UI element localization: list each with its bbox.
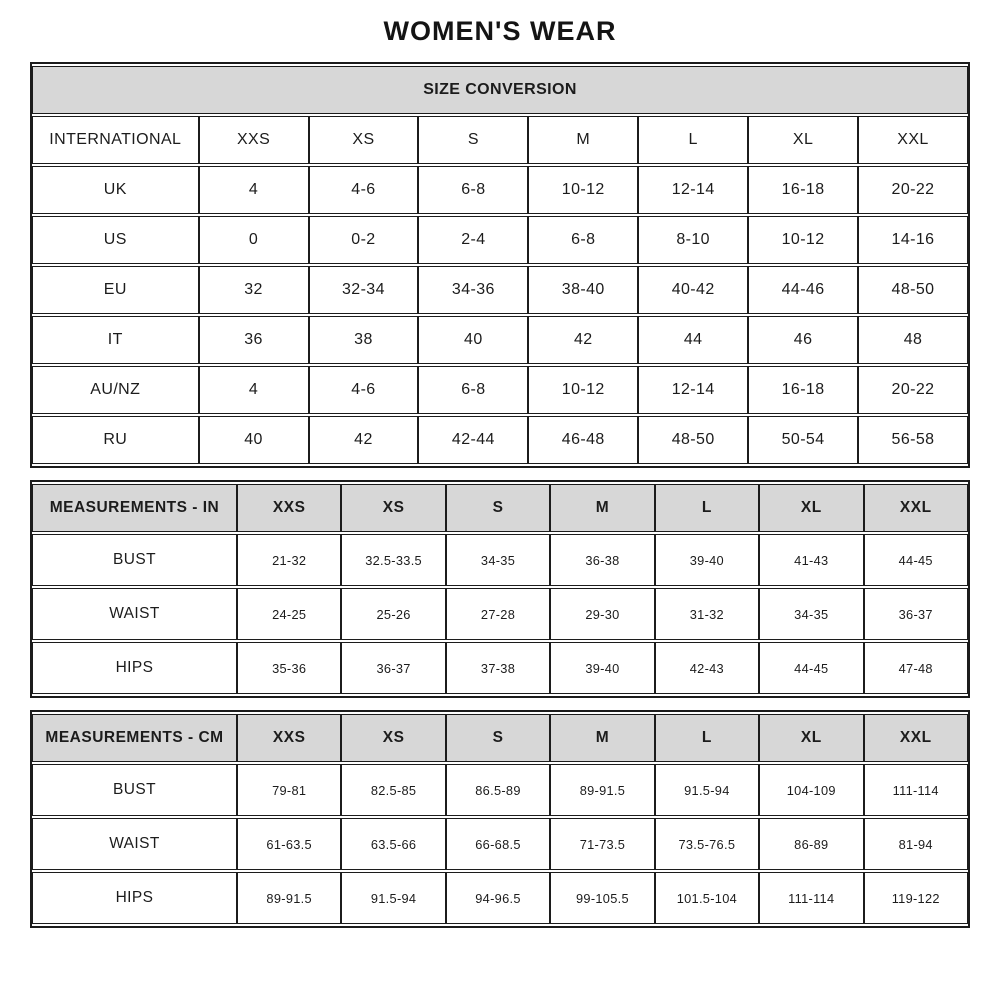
value-cell: 34-36 [418,266,528,314]
column-header-xxl: XXL [864,714,969,762]
table-row [32,266,968,314]
value-cell: 48 [858,316,968,364]
table-row [32,534,968,586]
value-cell: 39-40 [655,534,759,586]
column-header-label: MEASUREMENTS - CM [32,714,237,762]
value-cell: 32.5-33.5 [341,534,445,586]
value-cell: 27-28 [446,588,550,640]
column-header-m: M [550,484,654,532]
value-cell: 71-73.5 [550,818,654,870]
value-cell: 91.5-94 [341,872,445,924]
value-cell: 66-68.5 [446,818,550,870]
value-cell: 104-109 [759,764,863,816]
value-cell: 40 [418,316,528,364]
column-header-s: S [446,484,550,532]
table-row [32,872,968,924]
value-cell: 46 [748,316,858,364]
value-cell: 111-114 [759,872,863,924]
value-cell: 10-12 [748,216,858,264]
value-cell: 42-44 [418,416,528,464]
table-row [32,818,968,870]
value-cell: 41-43 [759,534,863,586]
value-cell: 79-81 [237,764,341,816]
column-header-xl: XL [759,714,863,762]
table-row [32,764,968,816]
row-label-cell: UK [32,166,199,214]
value-cell: 89-91.5 [550,764,654,816]
table-row [32,366,968,414]
value-cell: 24-25 [237,588,341,640]
value-cell: 44-45 [759,642,863,694]
value-cell: 101.5-104 [655,872,759,924]
value-cell: 12-14 [638,366,748,414]
value-cell: 29-30 [550,588,654,640]
table-row [32,642,968,694]
value-cell: 8-10 [638,216,748,264]
column-header-m: M [528,116,638,164]
row-label-cell: WAIST [32,588,237,640]
column-header-xxl: XXL [858,116,968,164]
value-cell: 36 [199,316,309,364]
column-header-xxl: XXL [864,484,969,532]
value-cell: 50-54 [748,416,858,464]
value-cell: 32 [199,266,309,314]
value-cell: 61-63.5 [237,818,341,870]
table-row [32,588,968,640]
value-cell: 91.5-94 [655,764,759,816]
value-cell: 36-38 [550,534,654,586]
value-cell: 48-50 [858,266,968,314]
column-header-xs: XS [341,714,445,762]
row-label-cell: US [32,216,199,264]
value-cell: 6-8 [418,366,528,414]
value-cell: 16-18 [748,166,858,214]
value-cell: 48-50 [638,416,748,464]
value-cell: 38 [309,316,419,364]
value-cell: 4 [199,366,309,414]
value-cell: 46-48 [528,416,638,464]
table-band-row [32,66,968,114]
row-label-cell: RU [32,416,199,464]
value-cell: 86-89 [759,818,863,870]
value-cell: 119-122 [864,872,969,924]
value-cell: 10-12 [528,366,638,414]
value-cell: 36-37 [341,642,445,694]
column-header-l: L [655,714,759,762]
value-cell: 31-32 [655,588,759,640]
value-cell: 40-42 [638,266,748,314]
row-label-cell: HIPS [32,872,237,924]
value-cell: 89-91.5 [237,872,341,924]
value-cell: 47-48 [864,642,969,694]
value-cell: 82.5-85 [341,764,445,816]
value-cell: 21-32 [237,534,341,586]
value-cell: 16-18 [748,366,858,414]
row-label-cell: BUST [32,764,237,816]
row-label-cell: AU/NZ [32,366,199,414]
value-cell: 0-2 [309,216,419,264]
value-cell: 81-94 [864,818,969,870]
value-cell: 4-6 [309,166,419,214]
column-header-l: L [638,116,748,164]
value-cell: 37-38 [446,642,550,694]
column-header-label: MEASUREMENTS - IN [32,484,237,532]
value-cell: 4-6 [309,366,419,414]
column-header-xxs: XXS [199,116,309,164]
value-cell: 6-8 [418,166,528,214]
value-cell: 39-40 [550,642,654,694]
column-header-row [32,484,968,532]
value-cell: 20-22 [858,166,968,214]
column-header-xl: XL [759,484,863,532]
value-cell: 34-35 [446,534,550,586]
page-title: WOMEN'S WEAR [383,16,617,46]
value-cell: 36-37 [864,588,969,640]
value-cell: 0 [199,216,309,264]
value-cell: 2-4 [418,216,528,264]
value-cell: 38-40 [528,266,638,314]
table-band-title: SIZE CONVERSION [32,66,968,114]
value-cell: 94-96.5 [446,872,550,924]
row-label-cell: HIPS [32,642,237,694]
value-cell: 111-114 [864,764,969,816]
column-header-m: M [550,714,654,762]
value-cell: 12-14 [638,166,748,214]
row-label-cell: IT [32,316,199,364]
value-cell: 42 [528,316,638,364]
value-cell: 63.5-66 [341,818,445,870]
column-header-xl: XL [748,116,858,164]
column-header-label: INTERNATIONAL [32,116,199,164]
value-cell: 34-35 [759,588,863,640]
column-header-xxs: XXS [237,714,341,762]
column-header-row [32,714,968,762]
column-header-s: S [418,116,528,164]
column-header-row [32,116,968,164]
column-header-xs: XS [309,116,419,164]
value-cell: 44-46 [748,266,858,314]
value-cell: 32-34 [309,266,419,314]
column-header-xs: XS [341,484,445,532]
value-cell: 10-12 [528,166,638,214]
table-row [32,316,968,364]
column-header-s: S [446,714,550,762]
value-cell: 6-8 [528,216,638,264]
value-cell: 4 [199,166,309,214]
table-row [32,416,968,464]
value-cell: 35-36 [237,642,341,694]
measurements-cm-table [30,710,970,928]
table-row [32,166,968,214]
value-cell: 86.5-89 [446,764,550,816]
row-label-cell: WAIST [32,818,237,870]
value-cell: 99-105.5 [550,872,654,924]
size-conversion-table [30,62,970,468]
value-cell: 20-22 [858,366,968,414]
value-cell: 44 [638,316,748,364]
value-cell: 25-26 [341,588,445,640]
value-cell: 56-58 [858,416,968,464]
value-cell: 42 [309,416,419,464]
value-cell: 40 [199,416,309,464]
value-cell: 44-45 [864,534,969,586]
value-cell: 42-43 [655,642,759,694]
column-header-xxs: XXS [237,484,341,532]
row-label-cell: EU [32,266,199,314]
measurements-in-table [30,480,970,698]
value-cell: 73.5-76.5 [655,818,759,870]
column-header-l: L [655,484,759,532]
table-row [32,216,968,264]
row-label-cell: BUST [32,534,237,586]
value-cell: 14-16 [858,216,968,264]
